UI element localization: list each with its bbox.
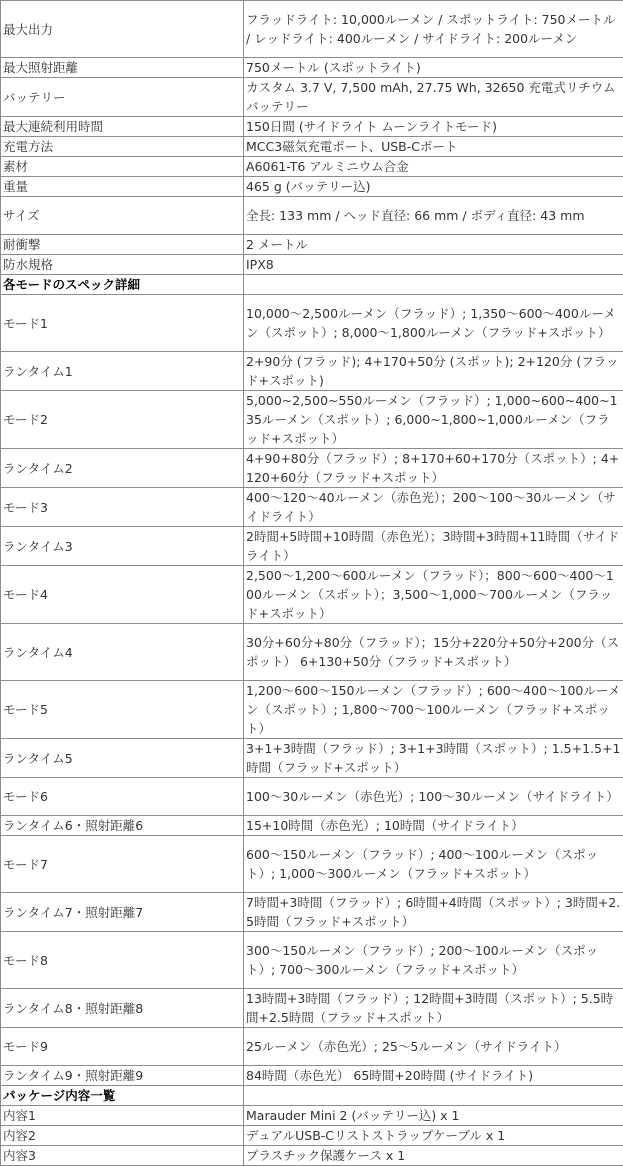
table-row bbox=[1, 1066, 623, 1086]
spec-label: 重量 bbox=[1, 177, 244, 197]
mode-value: 25ルーメン（赤色光）; 25～5ルーメン（サイドライト） bbox=[244, 1028, 623, 1066]
table-row bbox=[1, 449, 623, 488]
spec-label: 最大照射距離 bbox=[1, 58, 244, 78]
mode-value: 10,000～2,500ルーメン（フラッド）; 1,350～600～400ルーメン（スポット）; 8,000～1,800ルーメン（フラッド+スポット） bbox=[244, 295, 623, 352]
spec-label: 充電方法 bbox=[1, 137, 244, 157]
table-row bbox=[1, 1, 623, 58]
table-row bbox=[1, 295, 623, 352]
mode-label: ランタイム6・照射距離6 bbox=[1, 816, 244, 836]
table-row bbox=[1, 739, 623, 778]
mode-label: ランタイム3 bbox=[1, 527, 244, 566]
table-row bbox=[1, 1028, 623, 1066]
table-row bbox=[1, 197, 623, 235]
spec-value: 150日間 (サイドライト ムーンライトモード) bbox=[244, 117, 623, 137]
mode-value: 7時間+3時間（フラッド）; 6時間+4時間（スポット）; 3時間+2.5時間（フラッド+スポット） bbox=[244, 893, 623, 932]
table-row bbox=[1, 527, 623, 566]
table-row bbox=[1, 352, 623, 391]
mode-label: モード6 bbox=[1, 778, 244, 816]
mode-label: ランタイム7・照射距離7 bbox=[1, 893, 244, 932]
table-row bbox=[1, 255, 623, 275]
mode-label: ランタイム4 bbox=[1, 624, 244, 681]
table-row bbox=[1, 566, 623, 624]
mode-label: モード9 bbox=[1, 1028, 244, 1066]
mode-value: 5,000~2,500~550ルーメン（フラッド）; 1,000~600~400~135ルーメン（スポット）; 6,000~1,800~1,000ルーメン（フラッド+スポット） bbox=[244, 391, 623, 449]
mode-label: モード2 bbox=[1, 391, 244, 449]
mode-value: 13時間+3時間（フラッド）; 12時間+3時間（スポット）; 5.5時間+2.5時間（フラッド+スポット） bbox=[244, 989, 623, 1028]
table-row bbox=[1, 816, 623, 836]
table-row bbox=[1, 1106, 623, 1126]
mode-value: 84時間（赤色光） 65時間+20時間 (サイドライト) bbox=[244, 1066, 623, 1086]
spec-label: バッテリー bbox=[1, 78, 244, 117]
package-value: Marauder Mini 2 (バッテリー込) x 1 bbox=[244, 1106, 623, 1126]
section-title-package: パッケージ内容一覧 bbox=[1, 1086, 244, 1106]
spec-label: 素材 bbox=[1, 157, 244, 177]
mode-value: 2時間+5時間+10時間（赤色光）；3時間+3時間+11時間（サイドライト） bbox=[244, 527, 623, 566]
table-row bbox=[1, 391, 623, 449]
spec-value: A6061-T6 アルミニウム合金 bbox=[244, 157, 623, 177]
package-label: 内容1 bbox=[1, 1106, 244, 1126]
spec-value: カスタム 3.7 V, 7,500 mAh, 27.75 Wh, 32650 充電式リチウムバッテリー bbox=[244, 78, 623, 117]
spec-label: 耐衝撃 bbox=[1, 235, 244, 255]
mode-value: 2+90分 (フラッド); 4+170+50分 (スポット); 2+120分 (フラッド+スポット) bbox=[244, 352, 623, 391]
mode-value: 600～150ルーメン（フラッド）; 400～100ルーメン（スポット）; 1,000～300ルーメン（フラッド+スポット） bbox=[244, 836, 623, 893]
table-row bbox=[1, 488, 623, 527]
section-empty-cell bbox=[244, 1086, 623, 1106]
mode-label: ランタイム5 bbox=[1, 739, 244, 778]
table-row bbox=[1, 117, 623, 137]
mode-value: 300～150ルーメン（フラッド）; 200～100ルーメン（スポット）; 700～300ルーメン（フラッド+スポット） bbox=[244, 932, 623, 989]
spec-value: フラッドライト: 10,000ルーメン / スポットライト: 750メートル / レッドライト: 400ルーメン / サイドライト: 200ルーメン bbox=[244, 1, 623, 58]
table-row bbox=[1, 1126, 623, 1146]
mode-value: 100～30ルーメン（赤色光）; 100～30ルーメン（サイドライト） bbox=[244, 778, 623, 816]
package-label: 内容3 bbox=[1, 1146, 244, 1166]
mode-label: ランタイム1 bbox=[1, 352, 244, 391]
table-row bbox=[1, 58, 623, 78]
spec-value: 2 メートル bbox=[244, 235, 623, 255]
package-label: 内容2 bbox=[1, 1126, 244, 1146]
mode-value: 15+10時間（赤色光）; 10時間（サイドライト） bbox=[244, 816, 623, 836]
table-row bbox=[1, 989, 623, 1028]
mode-label: モード3 bbox=[1, 488, 244, 527]
table-row bbox=[1, 78, 623, 117]
spec-label: 最大連続利用時間 bbox=[1, 117, 244, 137]
table-row bbox=[1, 778, 623, 816]
package-value: プラスチック保護ケース x 1 bbox=[244, 1146, 623, 1166]
mode-value: 4+90+80分（フラッド）; 8+170+60+170分（スポット）; 4+120+60分（フラッド+スポット） bbox=[244, 449, 623, 488]
spec-label: 最大出力 bbox=[1, 1, 244, 58]
mode-label: モード8 bbox=[1, 932, 244, 989]
table-row bbox=[1, 932, 623, 989]
table-row bbox=[1, 681, 623, 739]
table-row bbox=[1, 836, 623, 893]
spec-value: IPX8 bbox=[244, 255, 623, 275]
mode-value: 1,200～600～150ルーメン（フラッド）; 600～400～100ルーメン（スポット）; 1,800～700～100ルーメン（フラッド+スポット） bbox=[244, 681, 623, 739]
mode-label: モード5 bbox=[1, 681, 244, 739]
table-row bbox=[1, 893, 623, 932]
mode-value: 2,500～1,200～600ルーメン（フラッド）；800～600～400～100ルーメン（スポット）；3,500～1,000～700ルーメン（フラッド+スポット） bbox=[244, 566, 623, 624]
spec-value: MCC3磁気充電ポート、USB-Cポート bbox=[244, 137, 623, 157]
section-header-row bbox=[1, 1086, 623, 1106]
mode-value: 3+1+3時間（フラッド）; 3+1+3時間（スポット）; 1.5+1.5+1時間（フラッド+スポット） bbox=[244, 739, 623, 778]
package-value: デュアルUSB-Cリストストラップケーブル x 1 bbox=[244, 1126, 623, 1146]
mode-label: モード7 bbox=[1, 836, 244, 893]
spec-value: 750メートル (スポットライト) bbox=[244, 58, 623, 78]
spec-value: 465 g (バッテリー込) bbox=[244, 177, 623, 197]
mode-label: ランタイム9・照射距離9 bbox=[1, 1066, 244, 1086]
section-empty-cell bbox=[244, 275, 623, 295]
section-title-modes: 各モードのスペック詳細 bbox=[1, 275, 244, 295]
mode-value: 30分+60分+80分（フラッド）；15分+220分+50分+200分（スポット） 6+130+50分（フラッド+スポット） bbox=[244, 624, 623, 681]
spec-label: サイズ bbox=[1, 197, 244, 235]
table-row bbox=[1, 157, 623, 177]
table-row bbox=[1, 624, 623, 681]
mode-label: ランタイム8・照射距離8 bbox=[1, 989, 244, 1028]
mode-value: 400～120～40ルーメン（赤色光）；200～100～30ルーメン（サイドライト） bbox=[244, 488, 623, 527]
table-row bbox=[1, 177, 623, 197]
table-row bbox=[1, 137, 623, 157]
section-header-row bbox=[1, 275, 623, 295]
mode-label: ランタイム2 bbox=[1, 449, 244, 488]
table-row bbox=[1, 235, 623, 255]
spec-value: 全長: 133 mm / ヘッド直径: 66 mm / ボディ直径: 43 mm bbox=[244, 197, 623, 235]
table-row bbox=[1, 1146, 623, 1166]
mode-label: モード1 bbox=[1, 295, 244, 352]
mode-label: モード4 bbox=[1, 566, 244, 624]
spec-label: 防水規格 bbox=[1, 255, 244, 275]
